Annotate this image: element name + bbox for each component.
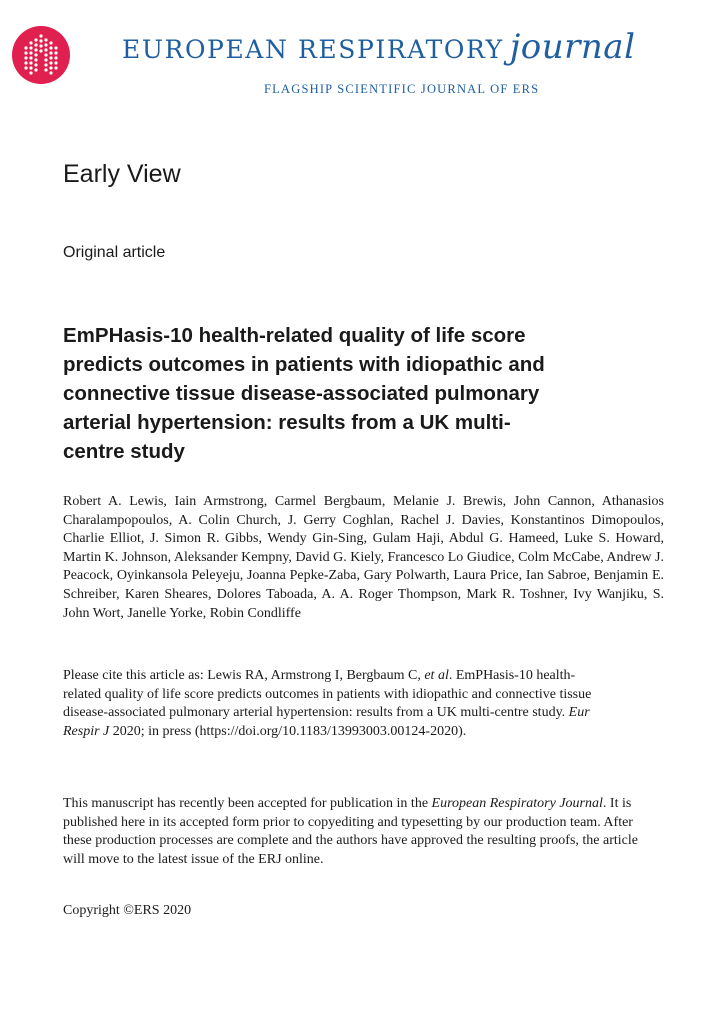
ers-lungs-logo-icon [12, 26, 70, 84]
journal-name: EUROPEAN RESPIRATORY journal [122, 27, 636, 67]
title-line: centre study [63, 440, 185, 463]
title-line: connective tissue disease-associated pulmonary [63, 382, 540, 405]
author-list: Robert A. Lewis, Iain Armstrong, Carmel Bergbaum, Melanie J. Brewis, John Cannon, Athanasios Charalampopoulos, A. Colin Church, J. Gerry Coghlan, Rachel J. Davies, Konstantinos Dimopoulos, Charlie Elliot, J. Simon R. Gibbs, Wendy Gin-Sing, Gulam Haji, Abdul G. Hameed, Luke S. Howard, Martin K. Johnson, Aleksander Kempny, David G. Kiely, Francesco Lo Giudice, Colm McCabe, Andrew J. Peacock, Oyinkansola Peleyeju, Joanna Pepke-Zaba, Gary Polwarth, Laura Price, Ian Sabroe, Benjamin E. Schreiber, Karen Sheares, Dolores Taboada, A. A. Roger Thompson, Mark R. Toshner, Ivy Wanjiku, S. John Wort, Janelle Yorke, Robin Condliffe [63, 494, 664, 621]
article-title [63, 321, 623, 466]
title-line: EmPHasis-10 health-related quality of life score [63, 324, 526, 347]
journal-header [0, 0, 721, 110]
title-line: predicts outcomes in patients with idiopathic and [63, 353, 545, 376]
early-view-label: Early View [63, 160, 181, 188]
journal-subtitle: FLAGSHIP SCIENTIFIC JOURNAL OF ERS [264, 82, 540, 96]
journal-word: journal [509, 27, 636, 67]
copyright-notice: Copyright ©ERS 2020 [63, 903, 192, 918]
title-line: arterial hypertension: results from a UK multi- [63, 411, 511, 434]
citation-note: Please cite this article as: Lewis RA, Armstrong I, Bergbaum C, et al. EmPHasis-10 health- related quality of life score predicts outcomes in patients with idiopathic and connective tissue disease-associated pulmonary arterial hypertension: results from a UK multi-centre study. Eur Respir J 2020; in press (https://doi.org/10.1183/13993003.00124-2020). [63, 668, 592, 739]
article-type-label: Original article [63, 244, 166, 261]
manuscript-notice: This manuscript has recently been accepted for publication in the European Respiratory Journal. It is published here in its accepted form prior to copyediting and typesetting by our production team. After these production processes are complete and the authors have approved the resulting proofs, the article will move to the latest issue of the ERJ online. [63, 796, 638, 867]
